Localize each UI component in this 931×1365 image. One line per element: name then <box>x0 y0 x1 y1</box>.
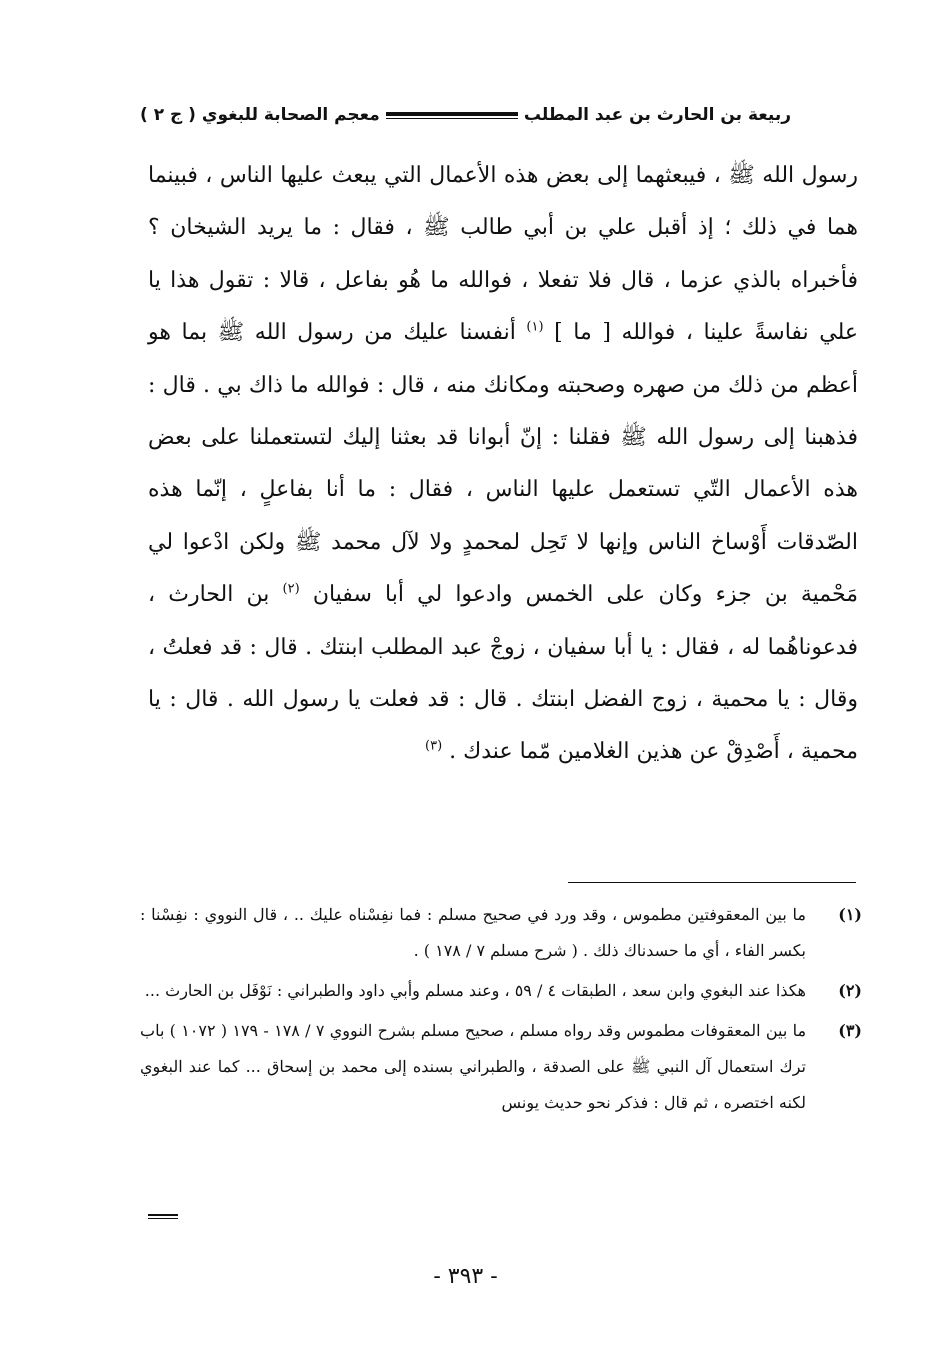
main-paragraph <box>148 150 858 779</box>
footnote-ref-2: (٢) <box>282 581 300 597</box>
footnote-text: هكذا عند البغوي وابن سعد ، الطبقات ٤ / ٥٩ ، وعند مسلم وأبي داود والطبراني : نَوْفَل بن الحارث ... <box>144 981 806 1000</box>
book-title: معجم الصحابة للبغوي ( ج ٢ ) <box>140 105 380 125</box>
footnote-1 <box>140 897 862 969</box>
footnote-ref-3: (٣) <box>425 739 443 755</box>
paragraph-part-3: بن الحارث ، فدعوناهُما له ، فقال : يا أبا سفيان ، زوجْ عبد المطلب ابنتك . قال : قد فعلتُ ، وقال : يا محمية ، زوج الفضل ابنتك . قال : قد فعلت يا رسول الله . قال : يا محمية ، أَصْدِقْ عن هذين الغلامين مّما عندك . <box>148 582 858 765</box>
footnote-text: ما بين المعقوفتين مطموس ، وقد ورد في صحيح مسلم : فما نفِسْناه عليك .. ، قال النووي : نفِسْنا : بكسر الفاء ، أي ما حسدناك ذلك . ( شرح مسلم ٧ / ١٧٨ ) . <box>140 905 806 960</box>
entry-title: ربيعة بن الحارث بن عبد المطلب <box>523 105 791 125</box>
footnotes <box>140 897 862 1125</box>
footnote-text: ما بين المعقوفات مطموس وقد رواه مسلم ، صحيح مسلم بشرح النووي ٧ / ١٧٨ - ١٧٩ ( ١٠٧٢ ) باب ترك استعمال آل النبي ﷺ على الصدقة ، والطبراني بسنده إلى محمد بن إسحاق ... كما عند البغوي لكنه اختصره ، ثم قال : فذكر نحو حديث يونس <box>140 1021 807 1112</box>
footnote-number: (٣) <box>838 1021 862 1040</box>
header-rule <box>386 110 518 120</box>
footnote-ref-1: (١) <box>526 319 544 335</box>
footnote-number: (١) <box>838 905 862 924</box>
footnote-2 <box>140 973 862 1009</box>
paragraph-part-2: أنفسنا عليك من رسول الله ﷺ بما هو أعظم من ذلك من صهره وصحبته ومكانك منه ، قال : فوالله ما ذاك بي . قال : فذهبنا إلى رسول الله ﷺ فقلنا : إنّ أبوانا قد بعثنا إليك لتستعملنا على بعض هذه الأعمال التّي تستعمل عليها الناس ، فقال : ما أنا بفاعلٍ ، إنّما هذه الصّدقات أَوْساخ الناس وإنها لا تَحِل لمحمدٍ ولا لآل محمد ﷺ ولكن ادْعوا لي مَحْمية بن جزء وكان على الخمس وادعوا لي أبا سفيان <box>148 320 858 608</box>
running-header <box>140 98 791 132</box>
footnote-divider <box>568 882 856 883</box>
page-number: - ٣٩٣ - <box>433 1264 498 1289</box>
footnote-number: (٢) <box>838 981 862 1000</box>
footnote-3 <box>140 1013 862 1121</box>
main-text <box>148 150 858 779</box>
footnote-continuation-mark <box>148 1214 178 1222</box>
paragraph-part-1: رسول الله ﷺ ، فيبعثهما إلى بعض هذه الأعمال التي يبعث عليها الناس ، فبينما هما في ذلك ؛ إذ أقبل علي بن أبي طالب ﷺ ، فقال : ما يريد الشيخان ؟ فأخبراه بالذي عزما ، قال فلا تفعلا ، فوالله ما هُو بفاعل ، قالا : تقول هذا يا علي نفاسةً علينا ، فوالله [ ما ] <box>148 163 859 346</box>
